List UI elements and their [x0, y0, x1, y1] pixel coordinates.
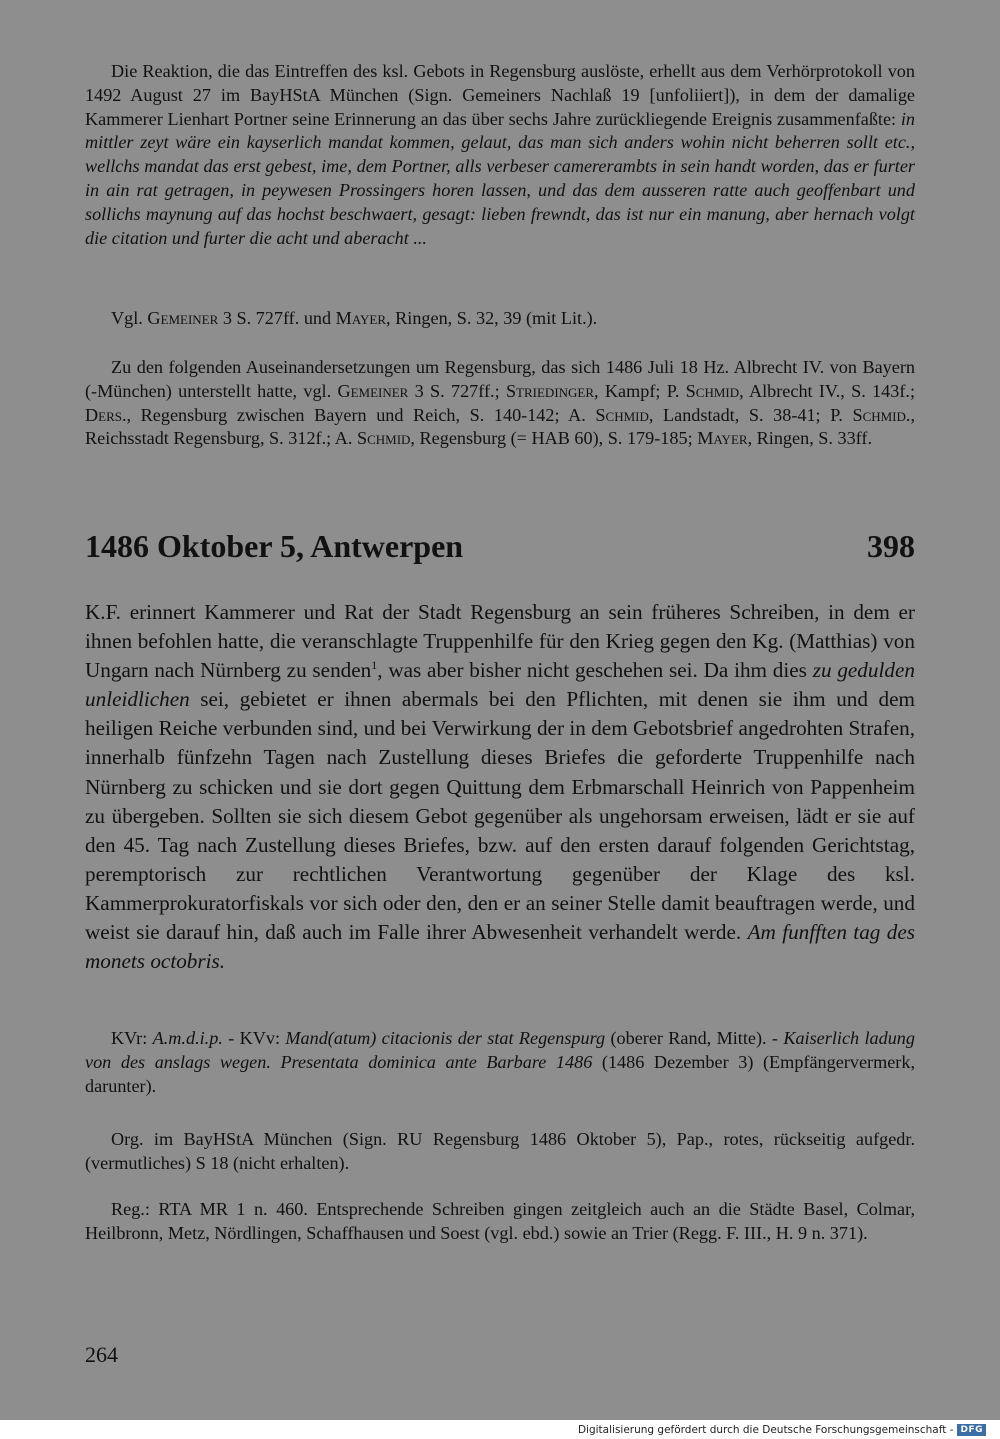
digitization-footer: [578, 1421, 986, 1439]
entry-heading: [85, 526, 915, 566]
entry-date-place: 1486 Oktober 5, Antwerpen: [85, 528, 464, 564]
page-number: 264: [85, 1342, 118, 1367]
note-original: Org. im BayHStA München (Sign. RU Regensburg 1486 Oktober 5), Pap., rotes, rückseitig aufgedr. (vermutliches) S 18 (nicht erhalten).: [85, 1129, 915, 1173]
regest-paragraph: K.F. erinnert Kammerer und Rat der Stadt Regensburg an sein früheres Schreiben, in dem er ihnen befohlen hatte, die veranschlagte Truppenhilfe für den Krieg gegen den Kg. (Matthias) von Ungarn nach Nürnberg zu senden$^1$, was aber bisher nicht geschehen sei. Da ihm dies zu gedulden unleidlichen sei, gebietet er ihnen abermals bei den Pflichten, mit denen sie ihm und dem heiligen Reiche verbunden sind, und bei Verwirkung der in dem Gebotsbrief angedrohten Strafen, innerhalb fünfzehn Tagen nach Zustellung dieses Briefes die geforderte Truppenhilfe nach Nürnberg zu schicken und sie dort gegen Quittung dem Erbmarschall Heinrich von Pappenheim zu übergeben. Sollten sie sich diesem Gebot gegenüber als ungehorsam erweisen, lädt er sie auf den 45. Tag nach Zustellung dieses Briefes, bzw. auf den ersten darauf folgenden Gerichtstag, peremptorisch zur rechtlichen Verantwortung gegenüber der Klage des ksl. Kammerprokuratorfiskals vor sich oder den, den er an seiner Stelle damit beauftragen werde, und weist sie darauf hin, daß auch im Falle ihrer Abwesenheit verhandelt werde. Am funfften tag des monets octobris.: [85, 600, 916, 974]
commentary-paragraph-references: Vgl. Gemeiner 3 S. 727ff. und Mayer, Ringen, S. 32, 39 (mit Lit.).: [111, 308, 598, 328]
footer-credit-text: Digitalisierung gefördert durch die Deutsche Forschungsgemeinschaft -: [577, 1424, 954, 1436]
commentary-paragraph-reaction: Die Reaktion, die das Eintreffen des ksl. Gebots in Regensburg auslöste, erhellt aus dem Verhörprotokoll von 1492 August 27 im BayHStA München (Sign. Gemeiners Nachlaß 19 [unfoliiert]), in dem der damalige Kammerer Lienhart Portner seine Erinnerung an das über sechs Jahre zurückliegende Ereignis zusammenfaßte: in mittler zeyt wäre ein kayserlich mandat kommen, gelaut, das man sich anders wohin nicht beherren sollt etc., wellchs mandat das erst gebest, ime, dem Portner, alls verbeser camererambts in sein handt worden, das er furter in ain rat getragen, in peywesen Prossingers horen lassen, und das dem ausseren ratte auch geoffenbart und sollichs maynung auf das hochst beschwaert, gesagt: lieben frewndt, das ist nur ein manung, aber hernach volgt die citation und furter die acht und aberacht ...: [85, 61, 915, 248]
footnote-reference: 1: [371, 658, 378, 673]
dfg-logo-icon: DFG: [957, 1424, 986, 1436]
commentary-paragraph-literature: Zu den folgenden Auseinandersetzungen um Regensburg, das sich 1486 Juli 18 Hz. Albrecht IV. von Bayern (-München) unterstellt hatte, vgl. Gemeiner 3 S. 727ff.; Striedinger, Kampf; P. Schmid, Albrecht IV., S. 143f.; Ders., Regensburg zwischen Bayern und Reich, S. 140-142; A. Schmid, Landstadt, S. 38-41; P. Schmid., Reichsstadt Regensburg, S. 312f.; A. Schmid, Regensburg (= HAB 60), S. 179-185; Mayer, Ringen, S. 33ff.: [85, 357, 915, 449]
entry-number: 398: [867, 528, 915, 564]
note-regesta: Reg.: RTA MR 1 n. 460. Entsprechende Schreiben gingen zeitgleich auch an die Städte Basel, Colmar, Heilbronn, Metz, Nördlingen, Schaffhausen und Soest (vgl. ebd.) sowie an Trier (Regg. F. III., H. 9 n. 371).: [85, 1199, 915, 1243]
note-endorsements: KVr: A.m.d.i.p. - KVv: Mand(atum) citacionis der stat Regenspurg (oberer Rand, Mitte). - Kaiserlich ladung von des anslags wegen. Presentata dominica ante Barbare 1486 (1486 Dezember 3) (Empfängervermerk, darunter).: [85, 1028, 915, 1096]
